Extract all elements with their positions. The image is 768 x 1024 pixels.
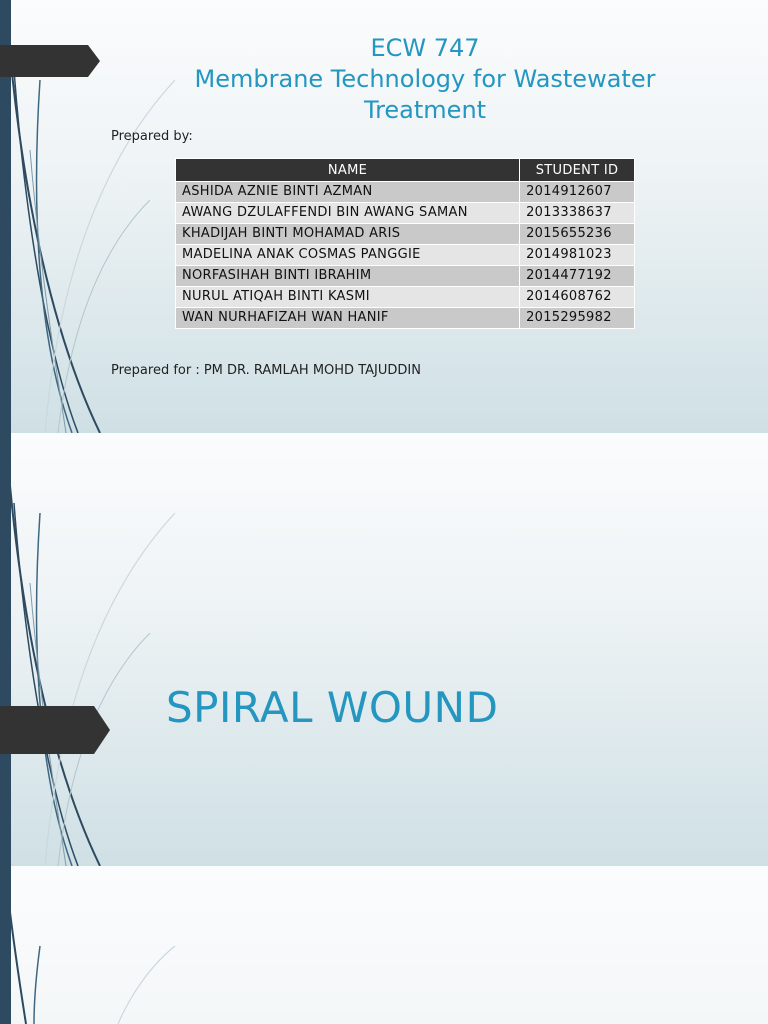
student-name: WAN NURHAFIZAH WAN HANIF <box>176 308 520 329</box>
left-sidebar-bar <box>0 433 11 866</box>
header-student-id: STUDENT ID <box>520 159 635 182</box>
student-name: MADELINA ANAK COSMAS PANGGIE <box>176 245 520 266</box>
course-title-line1: Membrane Technology for Wastewater <box>194 65 656 93</box>
arrow-tab-icon <box>0 706 110 754</box>
prepared-by-label: Prepared by: <box>111 129 193 144</box>
section-title: SPIRAL WOUND <box>166 683 499 732</box>
student-table <box>175 158 635 329</box>
decorative-swirl <box>0 866 190 1024</box>
student-name: KHADIJAH BINTI MOHAMAD ARIS <box>176 224 520 245</box>
table-row <box>176 224 635 245</box>
student-name: NORFASIHAH BINTI IBRAHIM <box>176 266 520 287</box>
slide-title <box>100 33 750 126</box>
course-title-line2: Treatment <box>363 96 487 124</box>
section-slide <box>0 433 768 866</box>
course-code: ECW 747 <box>370 34 480 62</box>
student-id: 2015295982 <box>520 308 635 329</box>
header-name: NAME <box>176 159 520 182</box>
table-row <box>176 287 635 308</box>
table-row <box>176 245 635 266</box>
table-row <box>176 203 635 224</box>
student-id: 2013338637 <box>520 203 635 224</box>
title-slide <box>0 0 768 433</box>
table-row <box>176 308 635 329</box>
decorative-swirl <box>0 433 190 866</box>
student-id: 2014981023 <box>520 245 635 266</box>
table-row <box>176 182 635 203</box>
student-id: 2014477192 <box>520 266 635 287</box>
arrow-tab-icon <box>0 45 100 77</box>
table-row <box>176 266 635 287</box>
student-name: ASHIDA AZNIE BINTI AZMAN <box>176 182 520 203</box>
student-id: 2015655236 <box>520 224 635 245</box>
table-header-row <box>176 159 635 182</box>
student-name: NURUL ATIQAH BINTI KASMI <box>176 287 520 308</box>
next-slide-partial <box>0 866 768 1024</box>
student-id: 2014608762 <box>520 287 635 308</box>
student-id: 2014912607 <box>520 182 635 203</box>
prepared-for-text: Prepared for : PM DR. RAMLAH MOHD TAJUDDIN <box>111 363 421 378</box>
left-sidebar-bar <box>0 866 11 1024</box>
student-name: AWANG DZULAFFENDI BIN AWANG SAMAN <box>176 203 520 224</box>
